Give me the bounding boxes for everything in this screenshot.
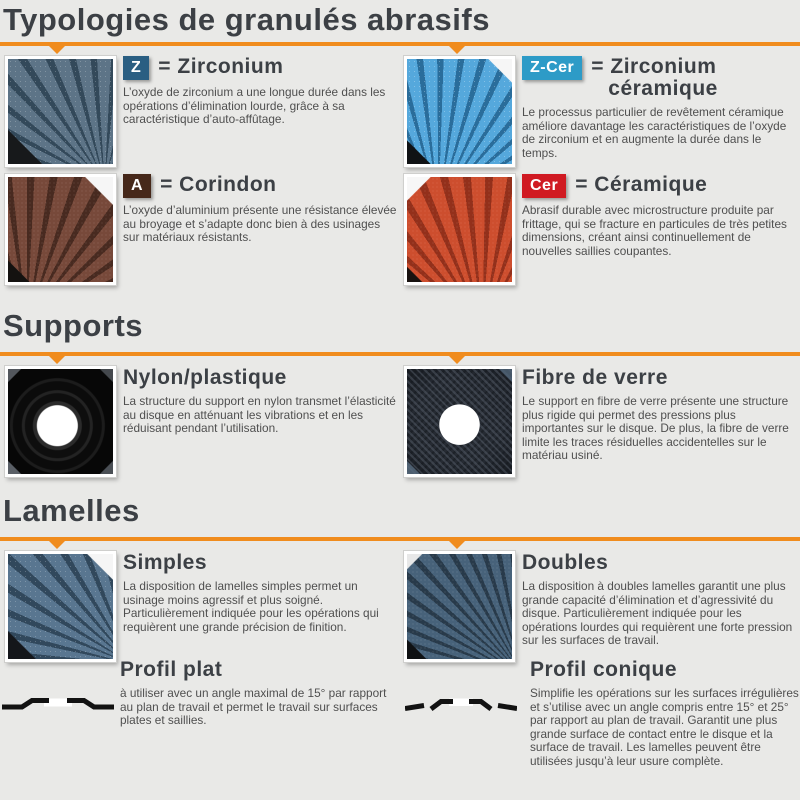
supports-underline <box>0 352 800 356</box>
supports-section-title: Supports <box>3 308 144 343</box>
doubles-lamelles-photo <box>404 551 515 662</box>
profile-name: Profil plat <box>120 658 223 681</box>
grain-badge-a: A <box>123 174 151 198</box>
flat-profile-section <box>120 658 398 728</box>
grain-card-corindon <box>5 174 398 285</box>
lamelles-section-title: Lamelles <box>3 493 140 528</box>
corindon-disc-photo <box>5 174 116 285</box>
support-description: Le support en fibre de verre présente une structure plus rigide qui permet des pressions plus importantes sur le disque. De plus, la fibre de verre limite les traces résiduelles accidentelles sur le matériau usiné. <box>522 394 789 463</box>
lamelle-name: Doubles <box>522 551 609 574</box>
lamelle-card-doubles <box>404 551 800 662</box>
grain-name: = Zirconium céramique <box>591 55 718 101</box>
fibre-de-verre-support-photo <box>404 366 515 477</box>
support-description: La structure du support en nylon transmet l’élasticité au disque en atténuant les vibrations et en les réduisant pendant l’utilisation. <box>123 394 396 436</box>
title-underline <box>0 42 800 46</box>
grain-badge-zcer: Z-Cer <box>522 56 582 80</box>
simples-lamelles-photo <box>5 551 116 662</box>
pointer-triangle <box>49 356 65 364</box>
grain-card-zirconium-ceramique <box>404 56 800 167</box>
support-name: Fibre de verre <box>522 366 668 389</box>
profile-name: Profil conique <box>530 658 678 681</box>
grain-badge-z: Z <box>123 56 149 80</box>
flat-profile-diagram <box>2 696 114 716</box>
grain-description: Le processus particulier de revêtement céramique améliore davantage les caractéristiques de l’oxyde de zirconium et en augmente la durée dans le temps. <box>522 105 787 160</box>
pointer-triangle <box>449 46 465 54</box>
grain-description: L’oxyde d’aluminium présente une résistance élevée au broyage et s’adapte donc bien à des usinages sur matériaux résistants. <box>123 203 397 245</box>
nylon-support-photo <box>5 366 116 477</box>
support-name: Nylon/plastique <box>123 366 287 389</box>
grain-name: = Corindon <box>160 173 277 196</box>
lamelles-underline <box>0 537 800 541</box>
lamelle-description: La disposition à doubles lamelles garantit une plus grande capacité d’élimination et d’agressivité du disque. Particulièrement indiquée pour les opérations lourdes qui requièrent une forte pression sur les surfaces de travail. <box>522 579 793 648</box>
grain-description: L’oxyde de zirconium a une longue durée dans les opérations d’élimination lourde, grâce à sa caractéristique d’auto-affûtage. <box>123 85 386 127</box>
lamelle-name: Simples <box>123 551 208 574</box>
grain-description: Abrasif durable avec microstructure produite par frittage, qui se fracture en particules de très petites dimensions, créant ainsi continuellement de nouvelles saillies coupantes. <box>522 203 787 258</box>
profile-description: à utiliser avec un angle maximal de 15° par rapport au plan de travail et permet le travail sur surfaces plates et saillies. <box>120 686 387 728</box>
conical-profile-diagram <box>405 696 517 716</box>
zirconium-disc-photo <box>5 56 116 167</box>
grain-name: = Zirconium <box>158 55 284 78</box>
zirconium-ceramique-disc-photo <box>404 56 515 167</box>
grain-card-zirconium <box>5 56 398 167</box>
pointer-triangle <box>49 541 65 549</box>
page-title: Typologies de granulés abrasifs <box>3 2 490 37</box>
lamelle-description: La disposition de lamelles simples permet un usinage moins agressif et plus soigné. Particulièrement indiquée pour les opérations qui requièrent une grande précision de finition. <box>123 579 379 634</box>
pointer-triangle <box>49 46 65 54</box>
pointer-triangle <box>449 541 465 549</box>
grain-card-ceramique <box>404 174 800 285</box>
grain-badge-cer: Cer <box>522 174 566 198</box>
support-card-fibre <box>404 366 800 477</box>
ceramique-disc-photo <box>404 174 515 285</box>
support-card-nylon <box>5 366 398 477</box>
profile-description: Simplifie les opérations sur les surfaces irrégulières et s’utilise avec un angle compris entre 15° et 25° par rapport au plan de travail. Garantit une plus grande surface de contact entre le disque et la surface de travail. Les lamelles peuvent être utilisées jusqu’à leur usure complète. <box>530 686 799 769</box>
lamelle-card-simples <box>5 551 398 662</box>
pointer-triangle <box>449 356 465 364</box>
conical-profile-section <box>530 658 800 769</box>
grain-name: = Céramique <box>575 173 708 196</box>
